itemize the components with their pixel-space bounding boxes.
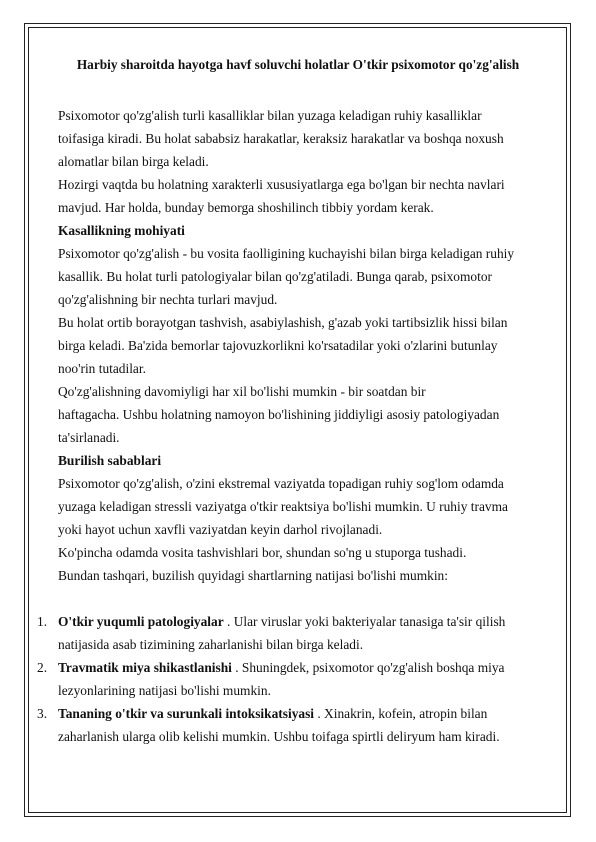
list-item-continuation: natijasida asab tizimining zaharlanishi bilan birga keladi. [58,637,364,652]
list-item-continuation: zaharlanish ularga olib kelishi mumkin. Ushbu toifaga spirtli deliryum ham kiradi. [58,729,500,744]
text-line: Ko'pincha odamda vosita tashvishlari bor, shundan so'ng u stuporga tushadi. [58,545,467,560]
text-line: Bundan tashqari, buzilish quyidagi shartlarning natijasi bo'lishi mumkin: [58,568,448,583]
list-item [58,660,505,676]
text-line: Qo'zg'alishning davomiyligi har xil bo'lishi mumkin - bir soatdan bir [58,384,426,399]
section-heading: Burilish sabablari [58,453,162,468]
list-number: 1. [37,614,48,629]
text-line: qo'zg'alishning bir nechta turlari mavjud. [58,292,278,307]
list-term: Travmatik miya shikastlanishi [58,660,232,675]
text-line: Psixomotor qo'zg'alish, o'zini ekstremal vaziyatda topadigan ruhiy sog'lom odamda [58,476,504,491]
text-line: Hozirgi vaqtda bu holatning xarakterli xususiyatlarga ega bo'lgan bir nechta navlari [58,177,505,192]
text-line: toifasiga kiradi. Bu holat sababsiz harakatlar, keraksiz harakatlar va boshqa noxush [58,131,504,146]
list-text: . Ular viruslar yoki bakteriyalar tanasiga ta'sir qilish [223,614,506,629]
document-title: Harbiy sharoitda hayotga havf soluvchi holatlar O'tkir psixomotor qo'zg'alish [76,57,520,72]
list-item-continuation: lezyonlarining natijasi bo'lishi mumkin. [58,683,271,698]
text-line: haftagacha. Ushbu holatning namoyon bo'lishining jiddiyligi asosiy patologiyadan [58,407,500,422]
text-line: Bu holat ortib borayotgan tashvish, asabiylashish, g'azab yoki tartibsizlik hissi bilan [58,315,508,330]
text-line: yuzaga keladigan stressli vaziyatga o'tkir reaktsiya bo'lishi mumkin. U ruhiy travma [58,499,508,514]
list-number: 3. [37,706,48,721]
text-line: birga keladi. Ba'zida bemorlar tajovuzkorlikni ko'rsatadilar yoki o'zlarini butunlay [58,338,498,353]
list-text: . Shuningdek, psixomotor qo'zg'alish boshqa miya [231,660,505,675]
text-line: mavjud. Har holda, bunday bemorga shoshilinch tibbiy yordam kerak. [58,200,434,215]
section-heading: Kasallikning mohiyati [58,223,185,238]
list-term: O'tkir yuqumli patologiyalar [58,614,224,629]
text-line: noo'rin tutadilar. [58,361,146,376]
text-line: Psixomotor qo'zg'alish turli kasalliklar bilan yuzaga keladigan ruhiy kasalliklar [58,108,482,123]
list-text: . Xinakrin, kofein, atropin bilan [314,706,488,721]
text-line: alomatlar bilan birga keladi. [58,154,209,169]
list-item [58,614,505,630]
text-line: yoki hayot uchun xavfli vaziyatdan keyin darhol rivojlanadi. [58,522,383,537]
list-item [58,706,487,722]
text-line: kasallik. Bu holat turli patologiyalar bilan qo'zg'atiladi. Bunga qarab, psixomotor [58,269,492,284]
list-term: Tananing o'tkir va surunkali intoksikatsiyasi [58,706,315,721]
text-line: Psixomotor qo'zg'alish - bu vosita faolligining kuchayishi bilan birga keladigan ruhiy [58,246,515,261]
text-line: ta'sirlanadi. [58,430,120,445]
list-number: 2. [37,660,48,675]
